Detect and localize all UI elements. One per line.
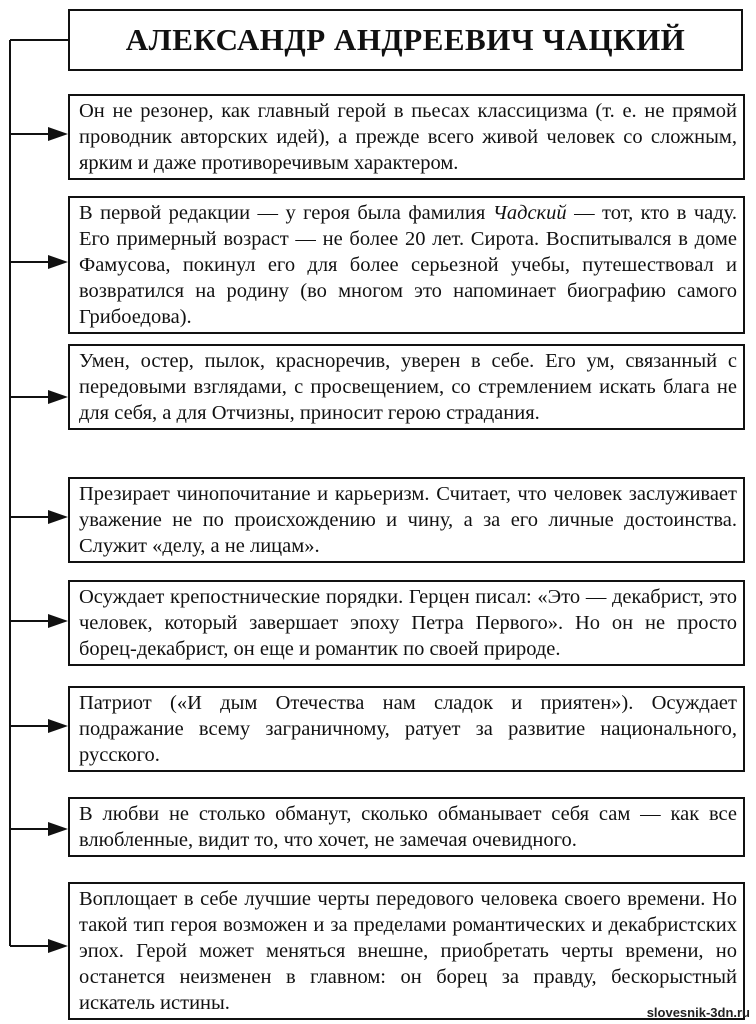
- trait-box-6: [68, 686, 745, 772]
- arrow-3: [10, 390, 68, 404]
- arrow-1: [10, 127, 68, 141]
- trait-box-2: [68, 196, 745, 334]
- title-box: [68, 9, 743, 71]
- arrow-4: [10, 510, 68, 524]
- trait-box-8: [68, 882, 745, 1020]
- trait-text: В первой редакции — у героя была фамилия: [79, 202, 493, 224]
- trait-text: Он не резонер, как главный герой в пьесах классицизма (т. е. не прямой проводник авторских идей), а прежде всего живой человек со сложным, ярким и даже противоречивым характером.: [79, 100, 737, 174]
- trait-text: Умен, остер, пылок, красноречив, уверен в себе. Его ум, связанный с передовыми взглядами, с просвещением, со стремлением искать блага не для себя, а для Отчизны, приносит герою страдания.: [79, 350, 737, 424]
- trait-text-continued: — тот, кто в чаду. Его примерный возраст — не более 20 лет. Сирота. Воспитывался в доме Фамусова, покинул его для более серьезной учебы, путешествовал и возвратился на родину (во многом это напоминает биографию самого Грибоедова).: [79, 202, 737, 328]
- trait-text: Презирает чинопочитание и карьеризм. Считает, что человек заслуживает уважение не по происхождению и чину, а за его личные достоинства. Служит «делу, а не лицам».: [79, 483, 737, 557]
- arrow-8: [10, 939, 68, 953]
- trait-box-4: [68, 477, 745, 563]
- watermark: slovesnik-3dn.ru: [646, 1005, 750, 1020]
- trait-text: Осуждает крепостнические порядки. Герцен писал: «Это — декабрист, это человек, который завершает эпоху Петра Первого». Но он не просто борец-декабрист, он еще и романтик по своей природе.: [79, 586, 737, 660]
- arrow-7: [10, 822, 68, 836]
- trait-box-1: [68, 94, 745, 180]
- arrow-6: [10, 719, 68, 733]
- title-text: АЛЕКСАНДР АНДРЕЕВИЧ ЧАЦКИЙ: [125, 22, 686, 57]
- trait-text: Патриот («И дым Отечества нам сладок и приятен»). Осуждает подражание всему заграничному, ратует за развитие национального, русского.: [79, 692, 737, 766]
- trait-box-5: [68, 580, 745, 666]
- trait-box-3: [68, 344, 745, 430]
- trait-text: В любви не столько обманут, сколько обманывает себя сам — как все влюбленные, видит то, что хочет, не замечая очевидного.: [79, 803, 737, 851]
- trait-box-7: [68, 797, 745, 857]
- trait-text-italic: Чадский: [492, 202, 567, 224]
- arrow-2: [10, 255, 68, 269]
- arrow-5: [10, 614, 68, 628]
- trait-text: Воплощает в себе лучшие черты передового человека своего времени. Но такой тип героя возможен и за пределами романтических и декабристских эпох. Герой может меняться внешне, приобретать черты времени, но останется неизменен в главном: он борец за правду, бескорыстный искатель истины.: [79, 888, 737, 1014]
